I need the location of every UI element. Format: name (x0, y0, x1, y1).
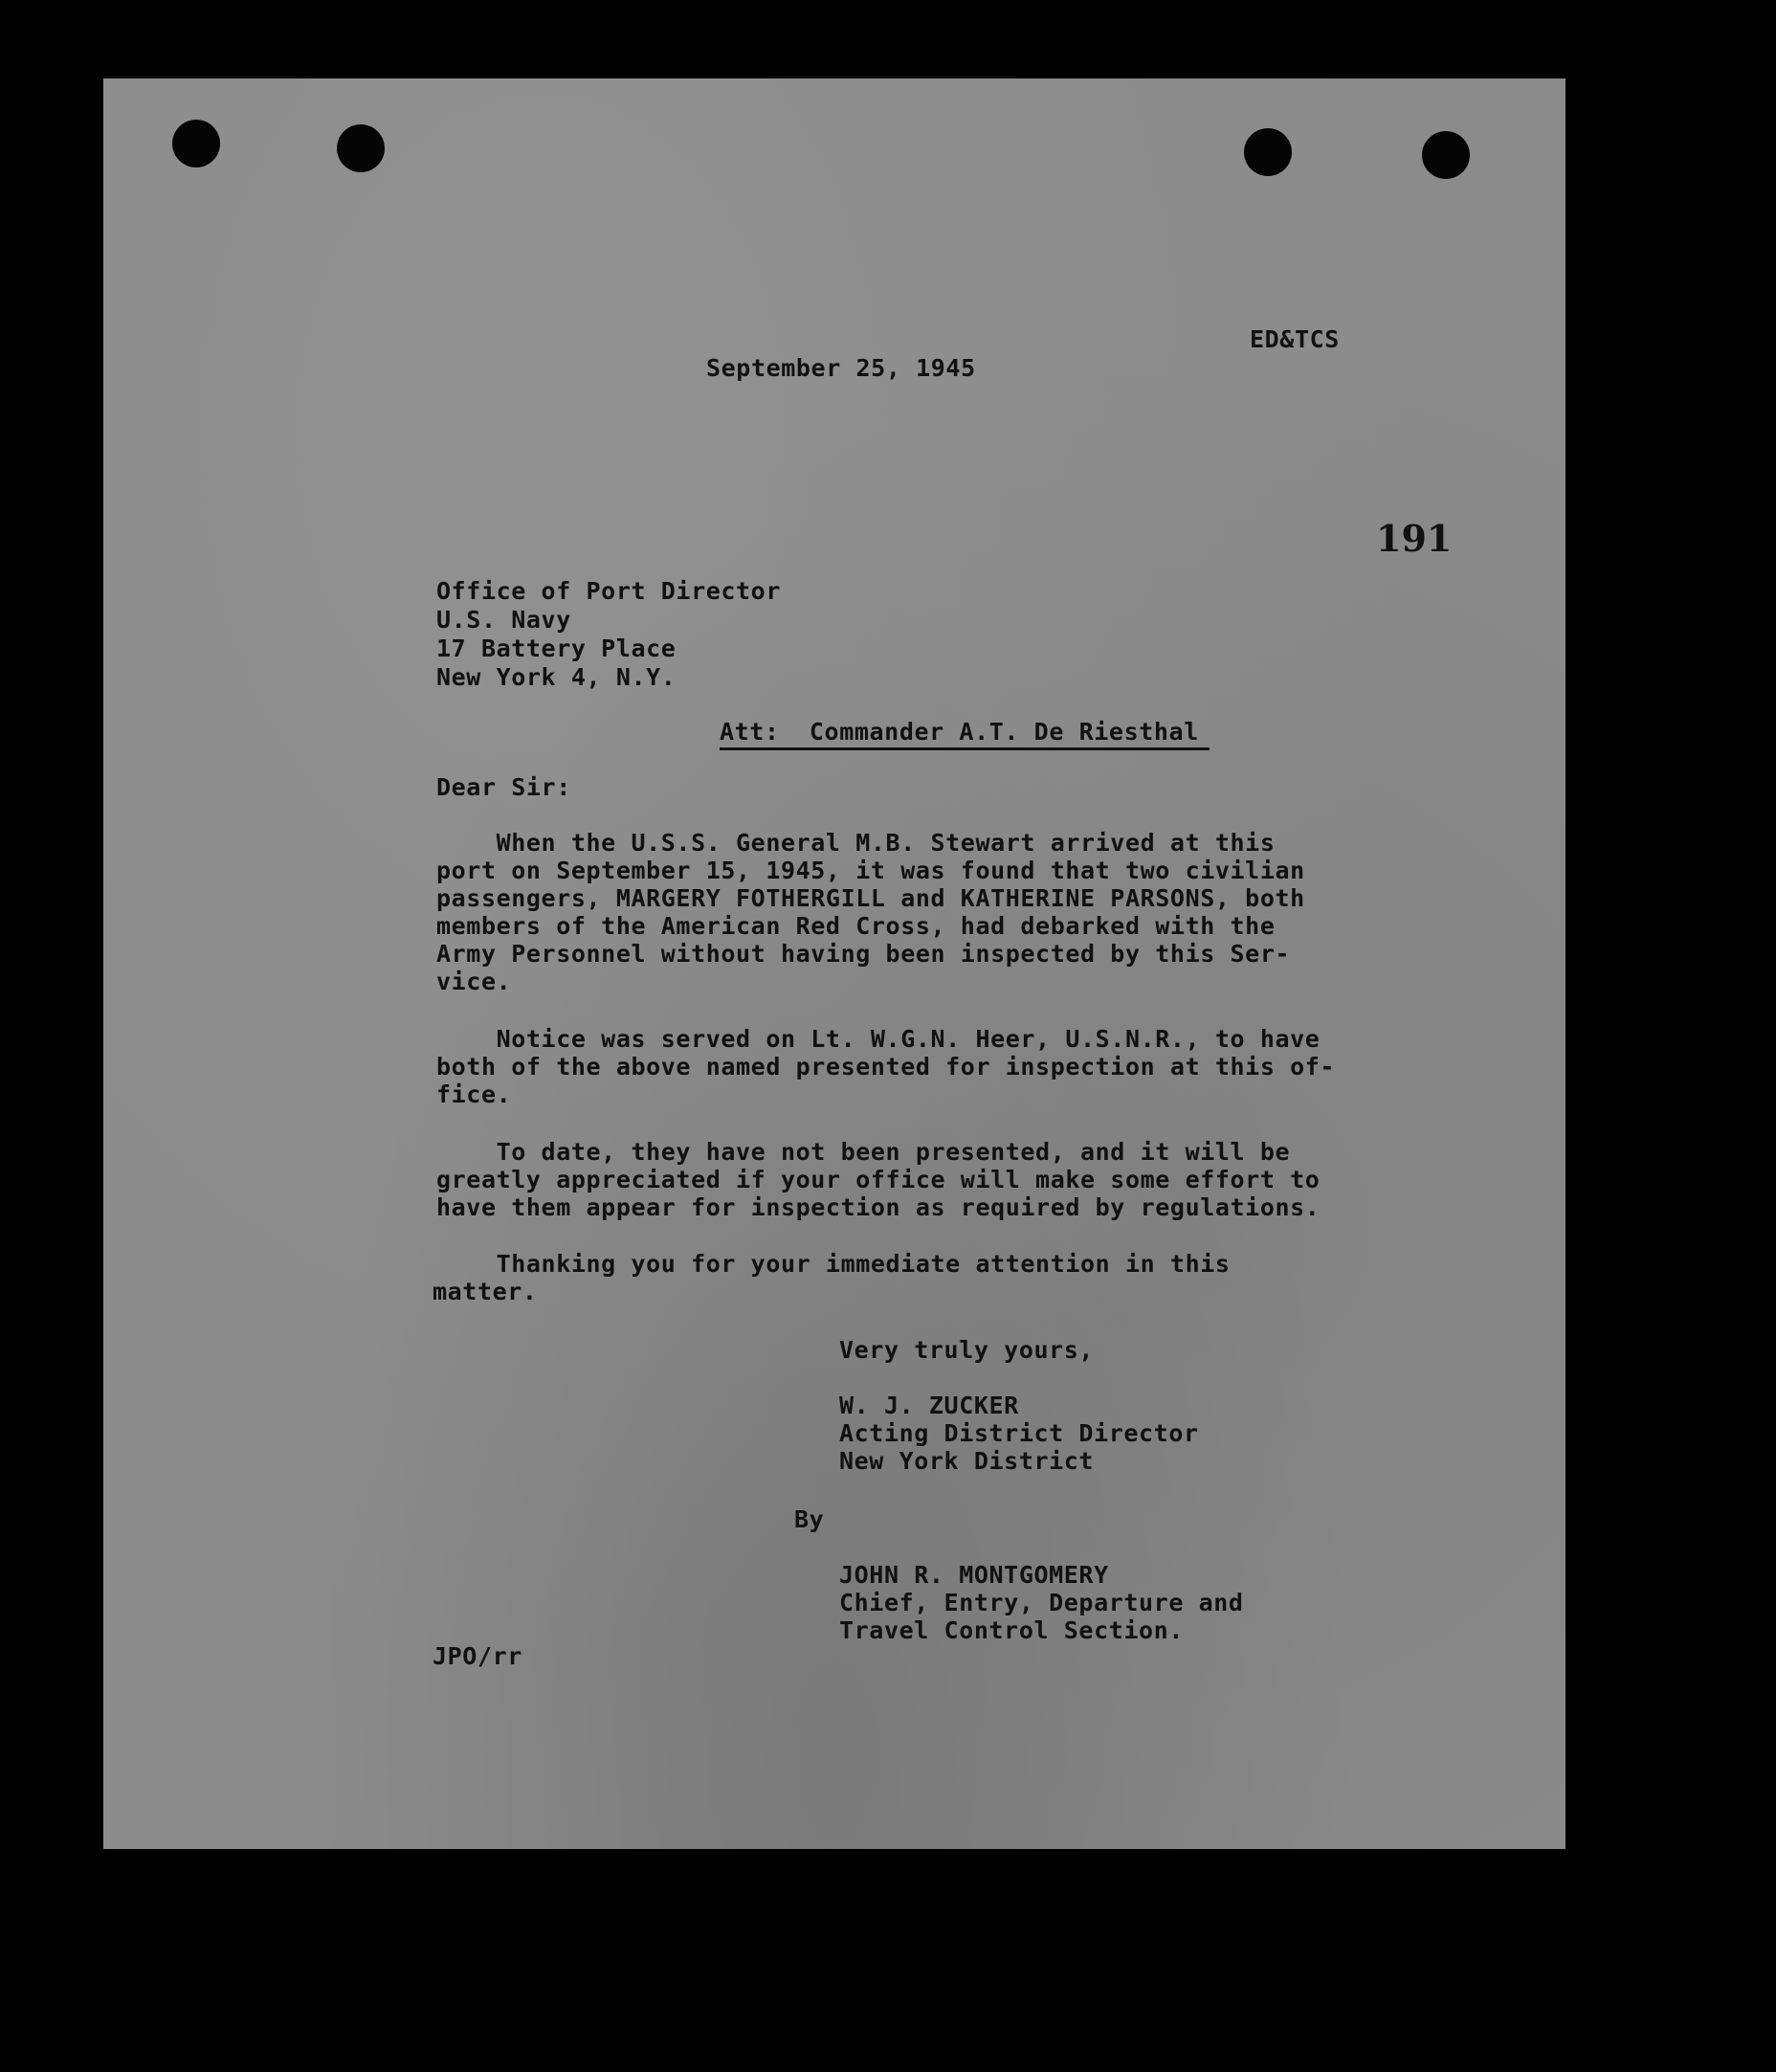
attention-line: Att: Commander A.T. De Riesthal (720, 718, 1199, 746)
body-line: To date, they have not been presented, and it will be (436, 1138, 1291, 1166)
punch-hole (337, 124, 385, 172)
address-line: U.S. Navy (436, 606, 571, 634)
body-line: Thanking you for your immediate attention in this (436, 1250, 1231, 1278)
address-line: 17 Battery Place (436, 635, 677, 662)
body-line: When the U.S.S. General M.B. Stewart arrived at this (436, 829, 1276, 857)
body-line: passengers, MARGERY FOTHERGILL and KATHERINE PARSONS, both (436, 884, 1305, 912)
body-line: vice. (436, 968, 512, 995)
signer-name: W. J. ZUCKER (839, 1392, 1019, 1419)
signer2-section: Travel Control Section. (839, 1616, 1184, 1644)
body-line: Notice was served on Lt. W.G.N. Heer, U.S.N.R., to have (436, 1025, 1321, 1053)
address-line: Office of Port Director (436, 577, 781, 605)
by-label: By (794, 1505, 825, 1533)
body-line: matter. (433, 1278, 538, 1305)
salutation: Dear Sir: (436, 773, 571, 801)
closing: Very truly yours, (839, 1336, 1095, 1364)
signer2-name: JOHN R. MONTGOMERY (839, 1561, 1109, 1589)
punch-hole (172, 120, 220, 167)
body-line: Army Personnel without having been inspected by this Ser- (436, 940, 1291, 968)
body-line: members of the American Red Cross, had debarked with the (436, 912, 1276, 940)
signer-title: Acting District Director (839, 1419, 1199, 1447)
file-code: ED&TCS (1250, 325, 1340, 353)
punch-hole (1422, 131, 1470, 179)
page-number-stamp: 191 (1376, 517, 1453, 560)
signer2-title: Chief, Entry, Departure and (839, 1589, 1244, 1616)
body-line: both of the above named presented for inspection at this of- (436, 1053, 1336, 1081)
attention-underline (720, 747, 1210, 750)
address-line: New York 4, N.Y. (436, 663, 677, 691)
body-line: greatly appreciated if your office will make some effort to (436, 1166, 1321, 1193)
signer-district: New York District (839, 1447, 1095, 1475)
body-line: fice. (436, 1081, 512, 1108)
body-line: port on September 15, 1945, it was found that two civilian (436, 857, 1305, 884)
body-line: have them appear for inspection as required by regulations. (436, 1193, 1321, 1221)
letter-date: September 25, 1945 (706, 354, 976, 382)
reference-initials: JPO/rr (433, 1642, 522, 1670)
punch-hole (1244, 128, 1292, 176)
